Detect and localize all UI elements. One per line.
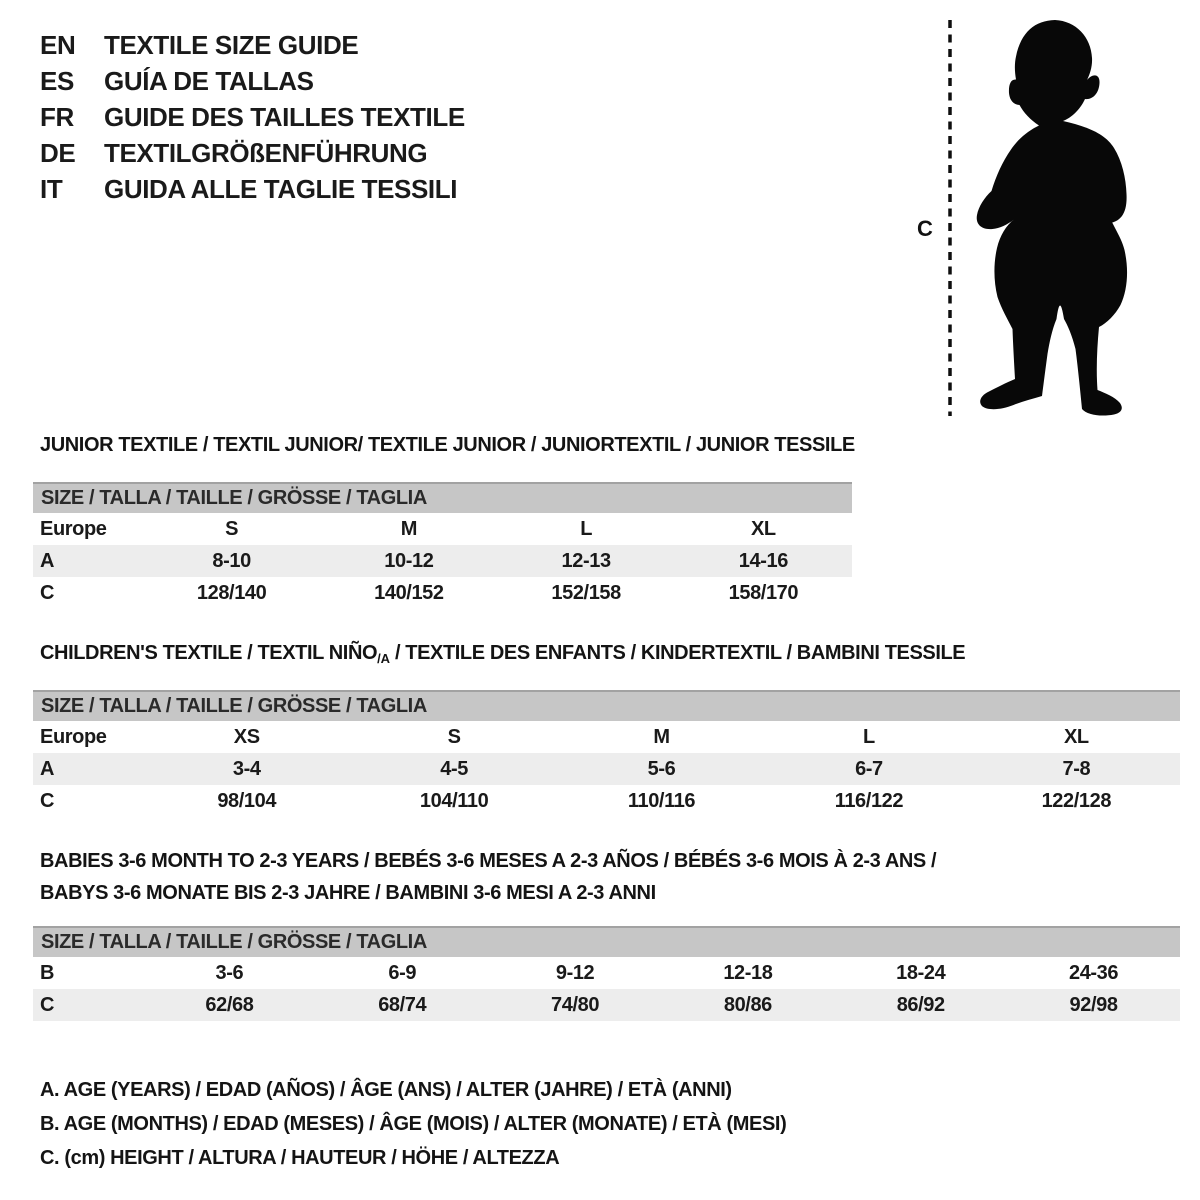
junior-size-table (33, 513, 852, 609)
row-label: Europe (40, 517, 107, 540)
age-cell: 12-18 (723, 961, 773, 984)
row-label: Europe (40, 725, 107, 748)
size-cell: L (863, 725, 875, 748)
size-cell: L (580, 517, 593, 540)
toddler-silhouette-figure (913, 14, 1148, 426)
children-section-title (40, 642, 965, 666)
height-cell: 116/122 (834, 789, 904, 812)
size-cell: XL (1063, 725, 1089, 748)
size-cell: S (225, 517, 239, 540)
height-cell: 128/140 (196, 581, 267, 604)
lang-title: GUIDE DES TAILLES TEXTILE (104, 102, 465, 132)
height-cell: 74/80 (551, 993, 600, 1016)
lang-code: FR (40, 102, 74, 132)
legend-line-a: A. AGE (YEARS) / EDAD (AÑOS) / ÂGE (ANS) / ALTER (JAHRE) / ETÀ (ANNI) (40, 1079, 732, 1101)
lang-row-fr (40, 102, 465, 138)
row-label: A (40, 549, 55, 572)
children-title-prefix: CHILDREN'S TEXTILE / TEXTIL NIÑO (40, 642, 378, 664)
height-measure-label: C (917, 216, 933, 241)
lang-title: GUIDA ALLE TAGLIE TESSILI (104, 174, 458, 204)
height-cell: 104/110 (419, 789, 489, 812)
table-row (33, 957, 1180, 989)
age-cell: 18-24 (896, 961, 946, 984)
height-cell: 98/104 (217, 789, 277, 812)
table-row (33, 513, 852, 545)
size-cell: XS (233, 725, 260, 748)
age-cell: 3-6 (215, 961, 244, 984)
age-cell: 14-16 (738, 549, 788, 572)
lang-row-it (40, 174, 465, 210)
babies-size-header-bar: SIZE / TALLA / TAILLE / GRÖSSE / TAGLIA (33, 926, 1180, 957)
lang-title: GUÍA DE TALLAS (104, 66, 314, 96)
age-cell: 6-9 (388, 961, 417, 984)
junior-size-header-bar: SIZE / TALLA / TAILLE / GRÖSSE / TAGLIA (33, 482, 852, 513)
age-cell: 5-6 (647, 757, 676, 780)
legend-line-c: C. (cm) HEIGHT / ALTURA / HAUTEUR / HÖHE / ALTEZZA (40, 1147, 560, 1169)
children-size-header-bar: SIZE / TALLA / TAILLE / GRÖSSE / TAGLIA (33, 690, 1180, 721)
age-cell: 8-10 (212, 549, 251, 572)
age-cell: 6-7 (855, 757, 883, 780)
lang-row-de (40, 138, 465, 174)
table-row (33, 721, 1180, 753)
lang-title: TEXTILE SIZE GUIDE (104, 30, 359, 60)
legend (40, 1073, 786, 1175)
age-cell: 24-36 (1068, 961, 1119, 984)
row-label: A (40, 757, 55, 780)
table-row (33, 545, 852, 577)
lang-code: EN (40, 30, 76, 60)
height-cell: 110/116 (627, 789, 696, 812)
table-row (33, 753, 1180, 785)
lang-row-es (40, 66, 465, 102)
row-label: B (40, 961, 55, 984)
height-cell: 80/86 (723, 993, 772, 1016)
babies-size-table (33, 957, 1180, 1021)
age-cell: 10-12 (384, 549, 434, 572)
table-row (33, 989, 1180, 1021)
height-cell: 122/128 (1041, 789, 1112, 812)
age-cell: 7-8 (1062, 757, 1091, 780)
height-cell: 140/152 (374, 581, 444, 604)
junior-section-title: JUNIOR TEXTILE / TEXTIL JUNIOR/ TEXTILE JUNIOR / JUNIORTEXTIL / JUNIOR TESSILE (40, 434, 855, 456)
lang-code: DE (40, 138, 76, 168)
row-label: C (40, 993, 55, 1016)
height-cell: 68/74 (378, 993, 427, 1016)
age-cell: 9-12 (555, 961, 595, 984)
language-header (40, 30, 465, 210)
lang-row-en (40, 30, 465, 66)
row-label: C (40, 581, 55, 604)
legend-line-b: B. AGE (MONTHS) / EDAD (MESES) / ÂGE (MOIS) / ALTER (MONATE) / ETÀ (MESI) (40, 1113, 787, 1135)
height-cell: 158/170 (728, 581, 799, 604)
table-row (33, 577, 852, 609)
size-cell: S (447, 725, 461, 748)
height-cell: 86/92 (896, 993, 945, 1016)
size-cell: M (400, 517, 417, 540)
age-cell: 4-5 (440, 757, 468, 780)
children-size-table (33, 721, 1180, 817)
height-cell: 92/98 (1069, 993, 1118, 1016)
children-title-subscript: /A (377, 651, 390, 666)
lang-title: TEXTILGRÖßENFÜHRUNG (104, 138, 428, 168)
table-row (33, 785, 1180, 817)
children-title-suffix: / TEXTILE DES ENFANTS / KINDERTEXTIL / BAMBINI TESSILE (389, 642, 966, 664)
height-cell: 152/158 (551, 581, 621, 604)
age-cell: 12-13 (561, 549, 611, 572)
height-cell: 62/68 (205, 993, 254, 1016)
babies-section-title-line2: BABYS 3-6 MONATE BIS 2-3 JAHRE / BAMBINI 3-6 MESI A 2-3 ANNI (40, 882, 656, 904)
babies-section-title-line1: BABIES 3-6 MONTH TO 2-3 YEARS / BEBÉS 3-6 MESES A 2-3 AÑOS / BÉBÉS 3-6 MOIS À 2-3 ANS / (40, 850, 937, 872)
lang-code: IT (40, 174, 63, 204)
age-cell: 3-4 (232, 757, 261, 780)
row-label: C (40, 789, 55, 812)
size-cell: M (653, 725, 670, 748)
size-cell: XL (750, 517, 776, 540)
toddler-silhouette-image (977, 20, 1127, 416)
lang-code: ES (40, 66, 74, 96)
